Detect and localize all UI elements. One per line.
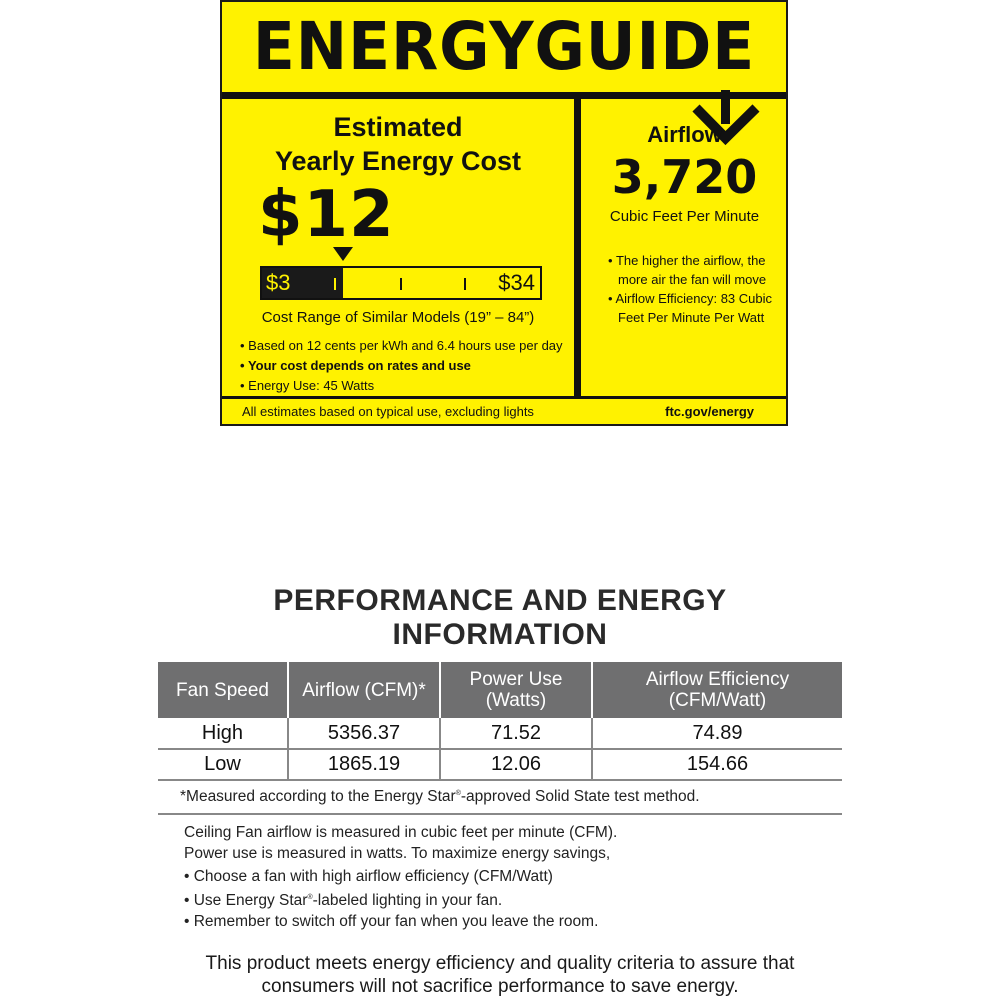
- cost-range-caption: Cost Range of Similar Models (19” – 84”): [261, 309, 535, 326]
- list-item: [184, 887, 598, 911]
- column-divider: [574, 99, 581, 397]
- estimated-line: Estimated: [333, 112, 463, 142]
- cell-airflow: 5356.37: [288, 718, 440, 749]
- table-row: [158, 718, 842, 749]
- header-line: (CFM/Watt): [668, 690, 767, 711]
- registered-mark: ®: [455, 789, 461, 797]
- efficiency-claim: [0, 952, 1000, 998]
- header-airflow: Airflow (CFM)*: [288, 662, 440, 718]
- tip-text: Use Energy Star: [193, 892, 308, 910]
- list-item: • Energy Use: 45 Watts: [240, 376, 563, 396]
- list-item: • Choose a fan with high airflow efficiency (CFM/Watt): [184, 866, 598, 887]
- scale-max-value: $34: [498, 270, 535, 295]
- scale-min-value: $3: [266, 270, 291, 295]
- energy-guide-title: ENERGYGUIDE: [252, 8, 756, 85]
- cell-airflow: 1865.19: [288, 749, 440, 780]
- footnote-text: *Measured according to the Energy Star: [180, 788, 456, 805]
- energy-guide-label: [220, 0, 788, 426]
- list-item: • The higher the airflow, the more air the fan will move: [608, 251, 783, 289]
- performance-title-line: INFORMATION: [392, 618, 608, 651]
- table-header-row: [158, 662, 842, 718]
- info-line: Power use is measured in watts. To maximize energy savings,: [184, 845, 611, 862]
- list-item: • Based on 12 cents per kWh and 6.4 hours use per day: [240, 336, 563, 356]
- cell-efficiency: 74.89: [592, 718, 842, 749]
- header-line: Power Use: [469, 669, 563, 690]
- performance-title-line: PERFORMANCE AND ENERGY: [273, 584, 727, 617]
- performance-table: [158, 662, 842, 781]
- tip-text: -labeled lighting in your fan.: [312, 892, 503, 910]
- scale-tick: [464, 278, 466, 290]
- bottom-divider: [222, 396, 786, 399]
- estimates-disclaimer: All estimates based on typical use, excluding lights: [242, 404, 534, 419]
- ftc-link[interactable]: ftc.gov/energy: [665, 404, 754, 419]
- scale-tick: [334, 278, 336, 290]
- table-row: [158, 749, 842, 780]
- list-item: • Airflow Efficiency: 83 Cubic Feet Per Minute Per Watt: [608, 289, 783, 327]
- airflow-unit: Cubic Feet Per Minute: [609, 208, 760, 225]
- energy-tips-list: [184, 866, 598, 932]
- cell-fan-speed: Low: [158, 749, 288, 780]
- scale-tick: [400, 278, 402, 290]
- performance-title: [0, 584, 1000, 652]
- footnote-text: -approved Solid State test method.: [460, 788, 700, 805]
- header-fan-speed: Fan Speed: [158, 662, 288, 718]
- cfm-info-text: [184, 822, 617, 864]
- estimated-cost-heading: [222, 110, 574, 178]
- header-power-use: [440, 662, 592, 718]
- list-item: • Your cost depends on rates and use: [240, 356, 563, 376]
- measurement-footnote: [180, 788, 700, 806]
- registered-mark: ®: [307, 894, 313, 901]
- airflow-heading: Airflow: [647, 122, 722, 147]
- cell-power: 12.06: [440, 749, 592, 780]
- yearly-cost-value: $12: [258, 178, 395, 252]
- airflow-notes-list: [608, 251, 783, 327]
- header-line: Airflow Efficiency: [645, 669, 790, 690]
- airflow-value: 3,720: [611, 150, 758, 204]
- section-divider: [158, 813, 842, 815]
- cost-range-scale: [260, 266, 542, 300]
- yearly-energy-cost-line: Yearly Energy Cost: [274, 146, 522, 176]
- cost-pointer-icon: [333, 247, 353, 261]
- cell-efficiency: 154.66: [592, 749, 842, 780]
- header-airflow-efficiency: [592, 662, 842, 718]
- claim-line: This product meets energy efficiency and quality criteria to assure that: [205, 953, 795, 974]
- claim-line: consumers will not sacrifice performance to save energy.: [261, 976, 739, 997]
- info-line: Ceiling Fan airflow is measured in cubic feet per minute (CFM).: [184, 824, 618, 841]
- cost-notes-list: [240, 336, 563, 396]
- cell-fan-speed: High: [158, 718, 288, 749]
- cell-power: 71.52: [440, 718, 592, 749]
- header-line: (Watts): [485, 690, 547, 711]
- list-item: • Remember to switch off your fan when you leave the room.: [184, 911, 598, 932]
